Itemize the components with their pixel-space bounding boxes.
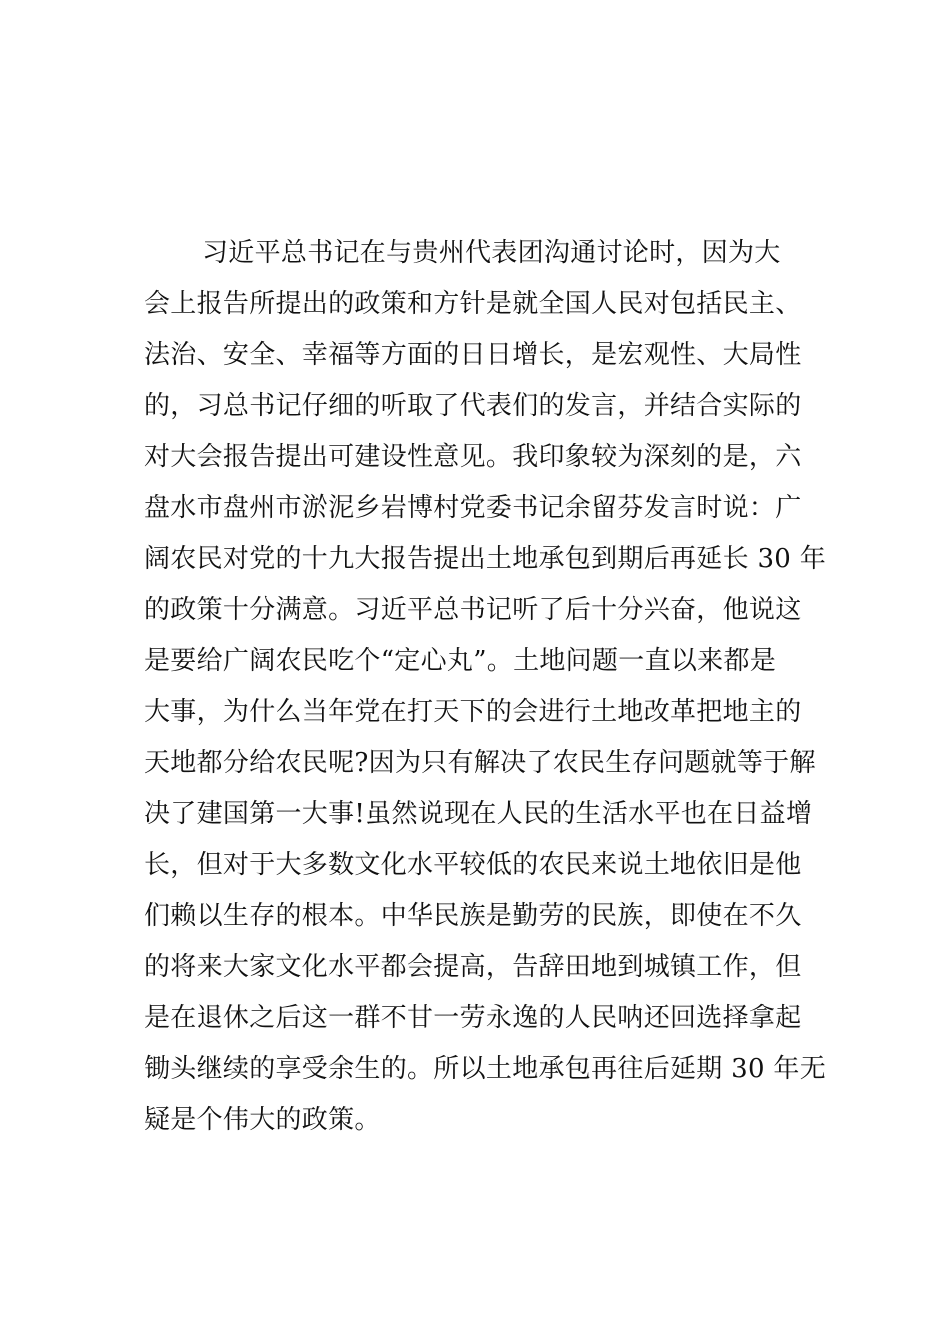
paragraph-line: 是要给广阔农民吃个“定心丸”。土地问题一直以来都是: [144, 646, 777, 676]
paragraph-line: 是在退休之后这一群不甘一劳永逸的人民呐还回选择拿起: [144, 1003, 802, 1033]
paragraph-line: 法治、安全、幸福等方面的日日增长，是宏观性、大局性: [144, 340, 802, 370]
paragraph-line: 们赖以生存的根本。中华民族是勤劳的民族，即使在不久: [144, 901, 802, 931]
paragraph-line: 的政策十分满意。习近平总书记听了后十分兴奋，他说这: [144, 595, 802, 625]
paragraph-line: 的，习总书记仔细的听取了代表们的发言，并结合实际的: [144, 391, 802, 421]
paragraph-line: 盘水市盘州市淤泥乡岩博村党委书记余留芬发言时说：广: [144, 493, 802, 523]
paragraph-line: 决了建国第一大事!虽然说现在人民的生活水平也在日益增: [144, 799, 813, 829]
body-paragraph: [144, 228, 827, 1146]
paragraph-line: 阔农民对党的十九大报告提出土地承包到期后再延长 30 年: [144, 544, 827, 574]
paragraph-line: 长，但对于大多数文化水平较低的农民来说土地依旧是他: [144, 850, 802, 880]
paragraph-line: 会上报告所提出的政策和方针是就全国人民对包括民主、: [144, 289, 802, 319]
paragraph-line: 的将来大家文化水平都会提高，告辞田地到城镇工作，但: [144, 952, 802, 982]
paragraph-line: 大事，为什么当年党在打天下的会进行土地改革把地主的: [144, 697, 802, 727]
paragraph-line: 锄头继续的享受余生的。所以土地承包再往后延期 30 年无: [144, 1054, 827, 1084]
paragraph-line: 疑是个伟大的政策。: [144, 1105, 381, 1135]
paragraph-line: 对大会报告提出可建设性意见。我印象较为深刻的是，六: [144, 442, 802, 472]
paragraph-line: 习近平总书记在与贵州代表团沟通讨论时，因为大: [202, 238, 781, 268]
paragraph-line: 天地都分给农民呢?因为只有解决了农民生存问题就等于解: [144, 748, 816, 778]
